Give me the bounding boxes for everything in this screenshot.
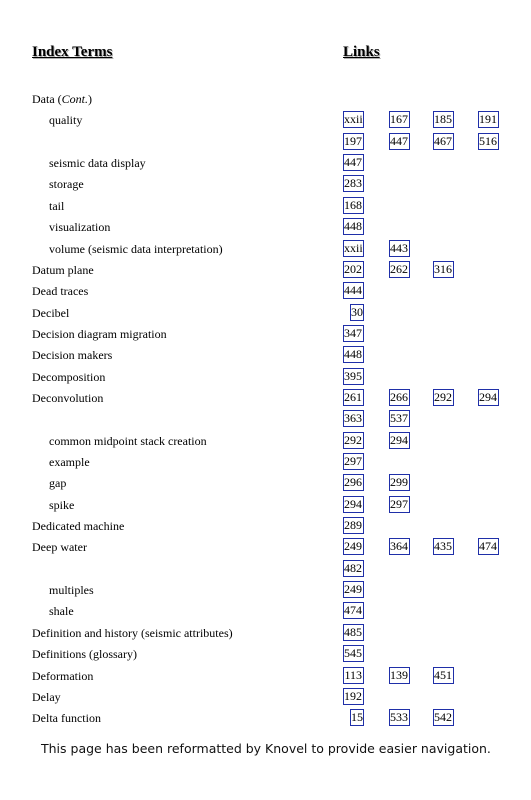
index-term-text: tail [49, 198, 65, 213]
index-term-text: storage [49, 177, 84, 192]
index-term [32, 284, 88, 299]
page-link[interactable]: 296 [344, 475, 362, 490]
index-term [32, 348, 112, 363]
page-link[interactable]: 364 [390, 539, 408, 554]
index-row [0, 537, 531, 558]
index-term-text: Data ( [32, 92, 62, 106]
page-link[interactable]: 113 [344, 667, 362, 682]
index-term-text: Datum plane [32, 262, 94, 277]
links-header: Links [343, 44, 380, 60]
index-row [0, 345, 531, 366]
index-term [32, 647, 137, 662]
page-link[interactable]: 474 [479, 539, 497, 554]
index-term-text: Delay [32, 689, 61, 704]
index-term [32, 391, 103, 406]
index-term [32, 669, 93, 684]
index-row [0, 580, 531, 601]
index-term [49, 177, 84, 192]
index-term-text: visualization [49, 220, 111, 235]
index-term-text: Decision makers [32, 348, 113, 363]
page-link[interactable]: 537 [390, 411, 408, 426]
index-term-text: volume (seismic data interpretation) [49, 241, 223, 256]
index-row [0, 196, 531, 217]
page-link[interactable]: 545 [344, 646, 362, 661]
page-link[interactable]: 542 [434, 710, 452, 725]
index-row [0, 601, 531, 622]
index-term-text: Deformation [32, 668, 94, 683]
index-term-text: gap [49, 476, 67, 491]
page-link[interactable]: 15 [351, 710, 363, 725]
index-term-text: Deep water [32, 540, 87, 555]
index-term [32, 519, 124, 534]
page-link[interactable]: 185 [434, 112, 452, 127]
index-row [0, 324, 531, 345]
index-term-text: Decomposition [32, 369, 106, 384]
index-term-text: spike [49, 497, 75, 512]
index-term [32, 626, 233, 641]
index-term [49, 220, 110, 235]
page-link[interactable]: xxii [344, 112, 363, 127]
index-term-text: Definitions (glossary) [32, 647, 137, 662]
index-row [0, 516, 531, 537]
page-link[interactable]: 444 [344, 283, 362, 298]
index-term-text: Decibel [32, 305, 70, 320]
index-row [0, 260, 531, 281]
index-row [0, 708, 531, 729]
page-link[interactable]: 167 [390, 112, 408, 127]
index-term-text: Decision diagram migration [32, 326, 167, 341]
index-term-suffix: ) [88, 92, 92, 106]
page-link[interactable]: 249 [344, 582, 362, 596]
index-term-text: multiples [49, 583, 94, 597]
index-row [0, 452, 531, 473]
page-link[interactable]: 316 [434, 261, 452, 276]
page-link[interactable]: 30 [351, 304, 363, 319]
page-link[interactable]: 249 [344, 539, 362, 554]
index-term-italic: Cont. [61, 92, 88, 106]
page-link[interactable]: 266 [390, 389, 408, 404]
index-term [49, 199, 64, 214]
index-row [0, 367, 531, 388]
page-link[interactable]: 482 [344, 560, 362, 575]
index-term-text: Delta function [32, 711, 101, 726]
page-link[interactable]: 192 [344, 688, 362, 703]
index-row [0, 623, 531, 644]
index-term-text: Dedicated machine [32, 519, 125, 533]
page-link[interactable]: 191 [479, 112, 497, 127]
index-term [49, 604, 74, 619]
page-link[interactable]: 474 [344, 603, 362, 618]
index-term [32, 540, 87, 555]
index-row [0, 239, 531, 260]
index-term [49, 583, 94, 598]
index-row [0, 559, 531, 580]
index-row [0, 431, 531, 452]
index-row [0, 303, 531, 324]
index-row [0, 473, 531, 494]
index-row [0, 132, 531, 153]
page-link[interactable]: 292 [434, 389, 452, 404]
index-term-text: shale [49, 604, 74, 619]
page-link[interactable]: 294 [390, 432, 408, 447]
index-row [0, 153, 531, 174]
index-row [0, 174, 531, 195]
index-row [0, 89, 531, 110]
page-link[interactable]: xxii [344, 240, 363, 255]
page-link[interactable]: 262 [390, 261, 408, 276]
index-term [32, 370, 105, 385]
page-link[interactable]: 261 [344, 389, 362, 404]
index-term [32, 327, 167, 342]
index-term-text: example [49, 455, 90, 469]
index-terms-header: Index Terms [32, 44, 113, 60]
page-link[interactable]: 447 [344, 155, 362, 170]
index-term [32, 263, 94, 278]
index-term [32, 306, 69, 321]
index-term [49, 242, 223, 257]
index-term [49, 498, 74, 513]
index-term [49, 455, 90, 470]
page-link[interactable]: 202 [344, 261, 362, 276]
index-term-text: seismic data display [49, 156, 146, 171]
index-row [0, 281, 531, 302]
index-term-text: quality [49, 113, 83, 128]
index-term-text: Deconvolution [32, 390, 104, 405]
page-link[interactable]: 197 [344, 133, 362, 148]
page-link[interactable]: 289 [344, 518, 362, 532]
index-term-text: common midpoint stack creation [49, 433, 207, 448]
index-row [0, 495, 531, 516]
index-term [49, 156, 146, 171]
page-link[interactable]: 395 [344, 368, 362, 383]
index-term [32, 711, 101, 726]
page-link[interactable]: 448 [344, 347, 362, 362]
index-row [0, 687, 531, 708]
page-link[interactable]: 516 [479, 133, 497, 148]
page-link[interactable]: 533 [390, 710, 408, 725]
page-link[interactable]: 485 [344, 624, 362, 639]
page-link[interactable]: 168 [344, 197, 362, 212]
page-link[interactable]: 467 [434, 133, 452, 148]
index-term-text: Definition and history (seismic attributes) [32, 625, 233, 640]
index-row [0, 644, 531, 665]
page-link[interactable]: 443 [390, 240, 408, 255]
index-row [0, 388, 531, 409]
page-link[interactable]: 447 [390, 133, 408, 148]
index-term-text: Dead traces [32, 284, 89, 299]
index-row [0, 217, 531, 238]
index-term [49, 113, 82, 128]
index-term [49, 434, 207, 449]
page-link[interactable]: 283 [344, 176, 362, 191]
page-link[interactable]: 139 [390, 667, 408, 682]
index-term [32, 92, 92, 107]
index-term [32, 690, 61, 705]
page-link[interactable]: 297 [344, 454, 362, 468]
index-row [0, 666, 531, 687]
page-link[interactable]: 451 [434, 667, 452, 682]
page-link[interactable]: 299 [390, 475, 408, 490]
page-link[interactable]: 363 [344, 411, 362, 426]
page-link[interactable]: 294 [344, 496, 362, 511]
page-link[interactable]: 448 [344, 219, 362, 234]
index-term [49, 476, 66, 491]
footer-note: This page has been reformatted by Knovel to provide easier navigation. [41, 741, 491, 756]
index-row [0, 110, 531, 131]
page-link[interactable]: 297 [390, 496, 408, 511]
page-link[interactable]: 294 [479, 389, 497, 404]
page-link[interactable]: 347 [344, 325, 362, 340]
index-row [0, 409, 531, 430]
page-link[interactable]: 292 [344, 432, 362, 447]
page-link[interactable]: 435 [434, 539, 452, 554]
